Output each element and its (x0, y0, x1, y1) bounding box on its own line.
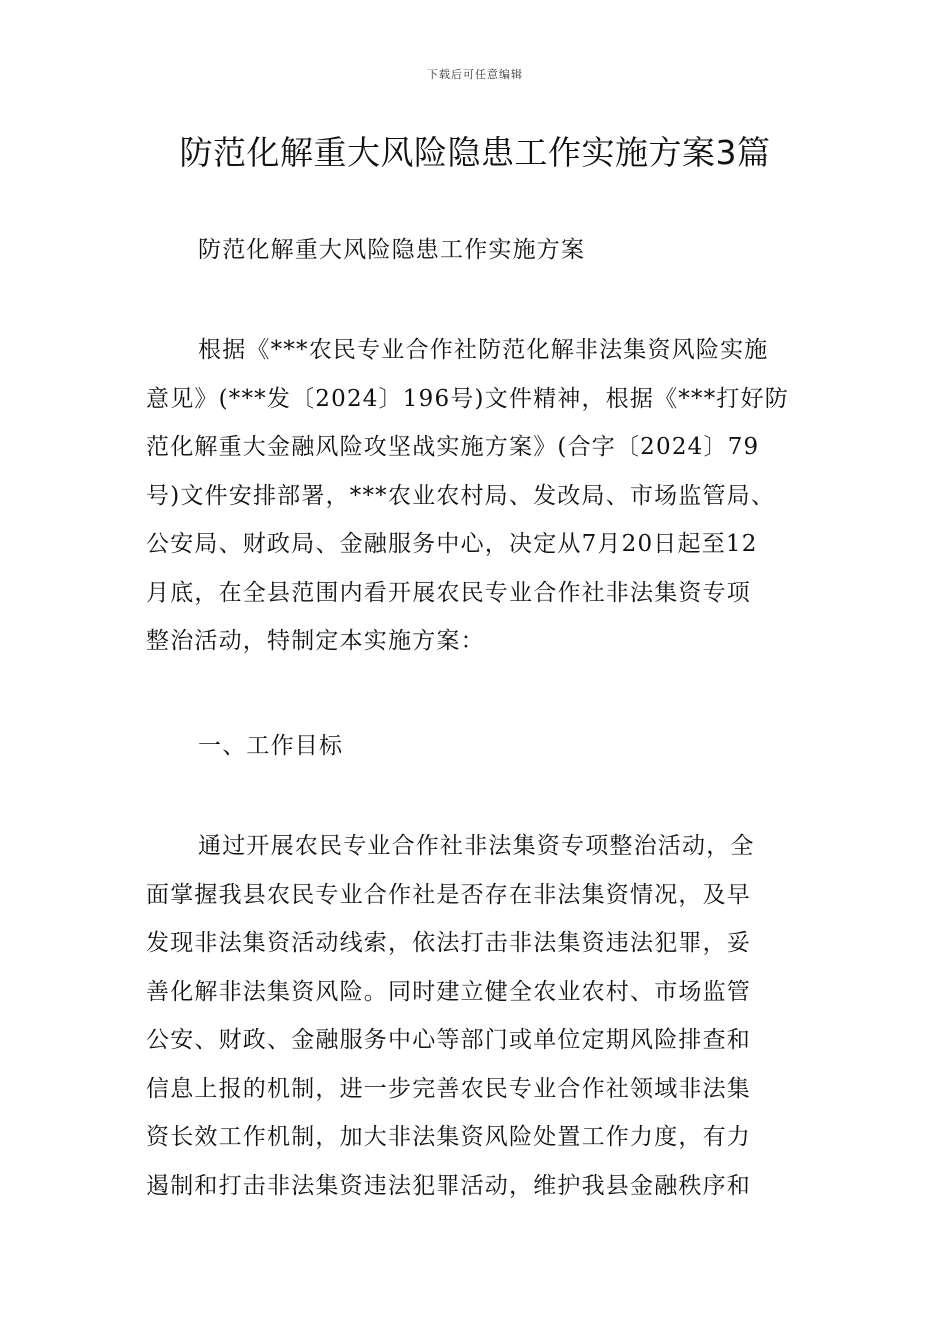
paragraph-line: 公安局、财政局、金融服务中心，决定从7月20日起至12 (146, 531, 758, 557)
paragraph-line: 范化解重大金融风险攻坚战实施方案》(合字〔2024〕79 (146, 434, 760, 460)
paragraph-line: 整治活动，特制定本实施方案： (146, 628, 485, 654)
document-subtitle: 防范化解重大风险隐患工作实施方案 (198, 237, 586, 263)
section-1 (146, 722, 814, 771)
subtitle-block (146, 226, 814, 275)
paragraph-line: 发现非法集资活动线索，依法打击非法集资违法犯罪，妥 (146, 930, 751, 956)
paragraph-line: 意见》(***发〔2024〕196号)文件精神，根据《***打好防 (146, 385, 789, 412)
document-title: 防范化解重大风险隐患工作实施方案3篇 (179, 133, 771, 172)
paragraph-line: 根据《***农民专业合作社防范化解非法集资风险实施 (198, 337, 769, 363)
paragraph-line: 号)文件安排部署，***农业农村局、发改局、市场监管局、 (146, 482, 776, 509)
paragraph-line: 信息上报的机制，进一步完善农民专业合作社领域非法集 (146, 1075, 751, 1102)
paragraph-2 (146, 822, 814, 1210)
paragraph-line: 资长效工作机制，加大非法集资风险处置工作力度，有力 (146, 1124, 751, 1150)
paragraph-line: 通过开展农民专业合作社非法集资专项整治活动，全 (198, 833, 755, 859)
paragraph-line: 善化解非法集资风险。同时建立健全农业农村、市场监管 (146, 978, 751, 1005)
paragraph-line: 面掌握我县农民专业合作社是否存在非法集资情况，及早 (146, 881, 751, 908)
section-heading: 一、工作目标 (198, 733, 344, 759)
paragraph-1 (146, 326, 814, 666)
paragraph-line: 遏制和打击非法集资违法犯罪活动，维护我县金融秩序和 (146, 1172, 751, 1199)
header-note: 下载后可任意编辑 (427, 68, 523, 81)
paragraph-line: 月底，在全县范围内看开展农民专业合作社非法集资专项 (146, 579, 751, 606)
paragraph-line: 公安、财政、金融服务中心等部门或单位定期风险排查和 (146, 1027, 751, 1053)
